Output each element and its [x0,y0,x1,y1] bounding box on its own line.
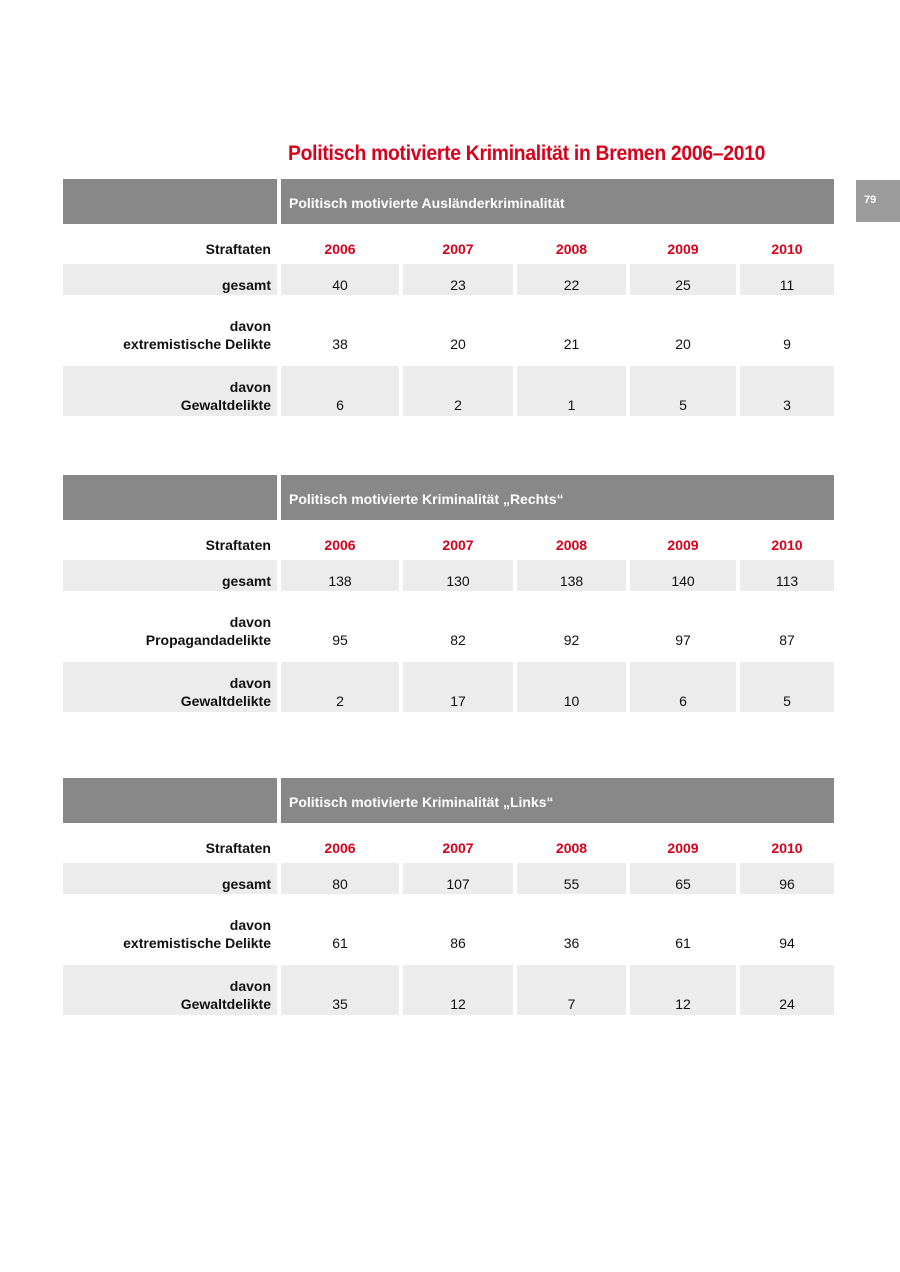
table-cell: 11 [740,264,834,295]
title-bar-blank [63,475,277,520]
table-cell: 86 [450,935,466,951]
table-cell: 97 [675,632,691,648]
row-gap [63,355,834,366]
table-cell: 96 [740,863,834,894]
row-label-line-1: gesamt [221,876,271,892]
table-cell: 107 [403,863,513,894]
year-header-2006: 2006 [324,840,356,856]
table-cell: 61 [332,935,348,951]
year-header-2007: 2007 [442,241,474,257]
year-header-row [63,823,834,863]
row-label-line-2: Gewaltdelikte [180,996,271,1012]
table-cell: 113 [740,560,834,591]
table-row [63,264,834,295]
table-cell: 6 [281,366,399,416]
table-section-2 [63,475,834,712]
table-cell: 20 [450,336,466,352]
row-label-line-1: davon [229,379,271,395]
year-header-2009: 2009 [667,840,699,856]
table-cell: 138 [281,560,399,591]
row-label [63,601,277,651]
year-header-2008: 2008 [555,840,588,856]
row-label-line-2: extremistische Delikte [123,336,271,352]
row-label-line-1: davon [229,978,271,994]
table-cell: 3 [740,366,834,416]
row-label [63,662,277,712]
table-cell: 12 [630,965,736,1015]
table-section-1 [63,179,834,416]
table-cell: 40 [281,264,399,295]
table-cell: 20 [675,336,691,352]
table-title-bar [63,778,834,823]
row-label-line-2: Propagandadelikte [145,632,271,648]
table-row [63,305,834,355]
row-label-line-1: gesamt [221,573,271,589]
row-label [63,305,277,355]
year-header-row [63,224,834,264]
row-label [63,264,277,295]
row-label [63,904,277,954]
header-label: Straftaten [205,840,271,856]
year-header-2009: 2009 [667,241,699,257]
row-label-line-1: davon [229,318,271,334]
table-cell: 35 [281,965,399,1015]
table-cell: 2 [281,662,399,712]
table-cell: 65 [630,863,736,894]
table-title: Politisch motivierte Kriminalität „Rechts“ [281,475,834,520]
page-title: Politisch motivierte Kriminalität in Bremen 2006–2010 [288,142,766,165]
year-header-row [63,520,834,560]
page-number-tab: 79 [856,180,900,222]
table-cell: 5 [740,662,834,712]
year-header-2008: 2008 [555,241,588,257]
row-label [63,560,277,591]
header-label: Straftaten [205,241,271,257]
table-cell: 82 [450,632,466,648]
table-cell: 55 [517,863,626,894]
table-cell: 5 [630,366,736,416]
table-cell: 6 [630,662,736,712]
table-row [63,560,834,591]
table-cell: 94 [779,935,795,951]
header-label: Straftaten [205,537,271,553]
row-label [63,863,277,894]
title-bar-blank [63,778,277,823]
year-header-2006: 2006 [324,241,356,257]
table-cell: 10 [517,662,626,712]
year-header-2007: 2007 [442,840,474,856]
table-row [63,366,834,416]
table-cell: 12 [403,965,513,1015]
row-label [63,366,277,416]
table-cell: 130 [403,560,513,591]
table-cell: 2 [403,366,513,416]
table-cell: 21 [563,336,580,352]
table-cell: 17 [403,662,513,712]
table-title: Politisch motivierte Kriminalität „Links“ [281,778,834,823]
row-gap [63,651,834,662]
table-title-bar [63,179,834,224]
table-section-3 [63,778,834,1015]
year-header-2009: 2009 [667,537,699,553]
table-cell: 36 [563,935,580,951]
year-header-2006: 2006 [324,537,356,553]
year-header-2010: 2010 [771,840,803,856]
year-header-2010: 2010 [771,537,803,553]
table-cell: 24 [740,965,834,1015]
table-cell: 95 [332,632,348,648]
table-cell: 92 [563,632,580,648]
table-cell: 61 [675,935,691,951]
row-label-line-1: davon [229,917,271,933]
table-cell: 140 [630,560,736,591]
table-cell: 23 [403,264,513,295]
table-cell: 87 [779,632,795,648]
row-label-line-1: gesamt [221,277,271,293]
title-bar-blank [63,179,277,224]
table-cell: 22 [517,264,626,295]
row-label [63,965,277,1015]
table-row [63,965,834,1015]
table-row [63,904,834,954]
row-label-line-2: extremistische Delikte [123,935,271,951]
table-cell: 25 [630,264,736,295]
row-label-line-1: davon [229,675,271,691]
table-cell: 7 [517,965,626,1015]
year-header-2010: 2010 [771,241,803,257]
row-gap [63,954,834,965]
table-cell: 80 [281,863,399,894]
row-label-line-2: Gewaltdelikte [180,693,271,709]
row-label-line-1: davon [229,614,271,630]
table-cell: 38 [332,336,348,352]
table-title: Politisch motivierte Ausländerkriminalität [281,179,834,224]
table-row [63,601,834,651]
row-label-line-2: Gewaltdelikte [180,397,271,413]
table-cell: 138 [517,560,626,591]
table-row [63,662,834,712]
year-header-2008: 2008 [555,537,588,553]
table-cell: 1 [517,366,626,416]
table-cell: 9 [783,336,791,352]
year-header-2007: 2007 [442,537,474,553]
table-title-bar [63,475,834,520]
table-row [63,863,834,894]
